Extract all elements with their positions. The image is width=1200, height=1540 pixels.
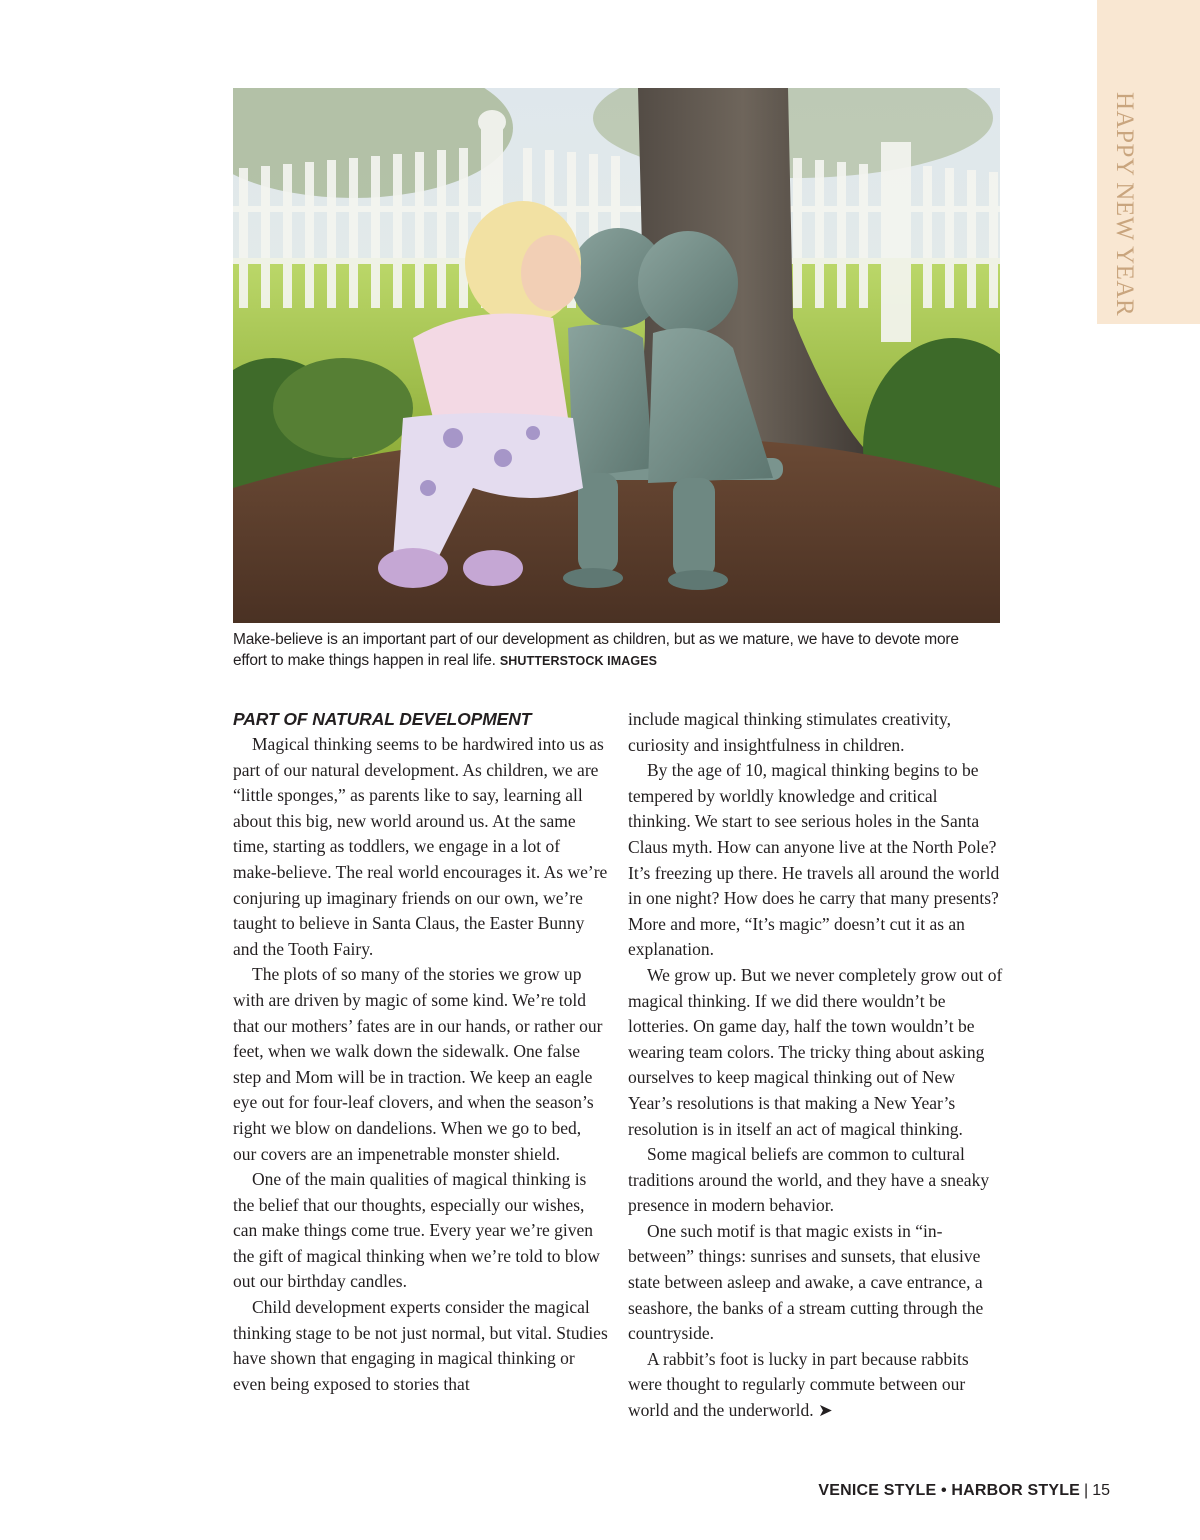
article-photo (233, 88, 1000, 623)
article-column-right (628, 707, 1003, 1424)
photo-caption (233, 630, 993, 671)
paragraph: Magical thinking seems to be hardwired into us as part of our natural development. As children, we are “little sponges,” as parents like to say, learning all about this big, new world around us. At the same time, starting as toddlers, we engage in a lot of make-believe. The real world encourages it. As we’re conjuring up imaginary friends on our own, we’re taught to believe in Santa Claus, the Easter Bunny and the Tooth Fairy. (233, 734, 608, 959)
publication-name: VENICE STYLE • HARBOR STYLE (818, 1482, 1081, 1499)
paragraph: A rabbit’s foot is lucky in part because rabbits were thought to regularly commute between our world and the underworld. ➤ (628, 1348, 969, 1421)
paragraph: We grow up. But we never completely grow out of magical thinking. If we did there wouldn’t be lotteries. On game day, half the town wouldn’t be wearing team colors. The tricky thing about asking ourselves to keep magical thinking out of New Year’s resolutions is that making a New Year’s resolution is in itself an act of magical thinking. (628, 964, 1003, 1139)
paragraph-continuation: include magical thinking stimulates creativity, curiosity and insightfulness in children. (628, 709, 952, 755)
paragraph: One of the main qualities of magical thinking is the belief that our thoughts, especially our wishes, can make things come true. Every year we’re given the gift of magical thinking when we’re told to blow out our birthday candles. (233, 1169, 600, 1292)
photo-credit: SHUTTERSTOCK IMAGES (499, 653, 658, 668)
paragraph: By the age of 10, magical thinking begins to be tempered by worldly knowledge and critical thinking. We start to see serious holes in the Santa Claus myth. How can anyone live at the North Pole? It’s freezing up there. He travels all around the world in one night? How does he carry that many presents? More and more, “It’s magic” doesn’t cut it as an explanation. (628, 760, 1000, 960)
article-column-left (233, 706, 608, 1397)
page-number: 15 (1092, 1482, 1110, 1499)
paragraph: Child development experts consider the magical thinking stage to be not just normal, but vital. Studies have shown that engaging in magical thinking or even being exposed to stories that (233, 1297, 608, 1394)
footer-separator: | (1084, 1482, 1089, 1499)
paragraph: Some magical beliefs are common to cultural traditions around the world, and they have a sneaky presence in modern behavior. (628, 1144, 990, 1216)
page-footer (818, 1481, 1110, 1501)
paragraph: The plots of so many of the stories we grow up with are driven by magic of some kind. We’re told that our mothers’ fates are in our hands, or rather our feet, when we walk down the sidewalk. One false step and Mom will be in traction. We keep an eagle eye out for four-leaf clovers, and when the season’s right we blow on dandelions. When we go to bed, our covers are an impenetrable monster shield. (233, 964, 603, 1164)
section-tab-label: HAPPY NEW YEAR (1111, 92, 1138, 317)
paragraph: One such motif is that magic exists in “in-between” things: sunrises and sunsets, that elusive state between asleep and awake, a cave entrance, a seashore, the banks of a stream cutting through the countryside. (628, 1220, 984, 1344)
section-heading: PART OF NATURAL DEVELOPMENT (233, 709, 532, 729)
caption-text: Make-believe is an important part of our development as children, but as we mature, we have to devote more effort to make things happen in real life. (233, 631, 959, 669)
